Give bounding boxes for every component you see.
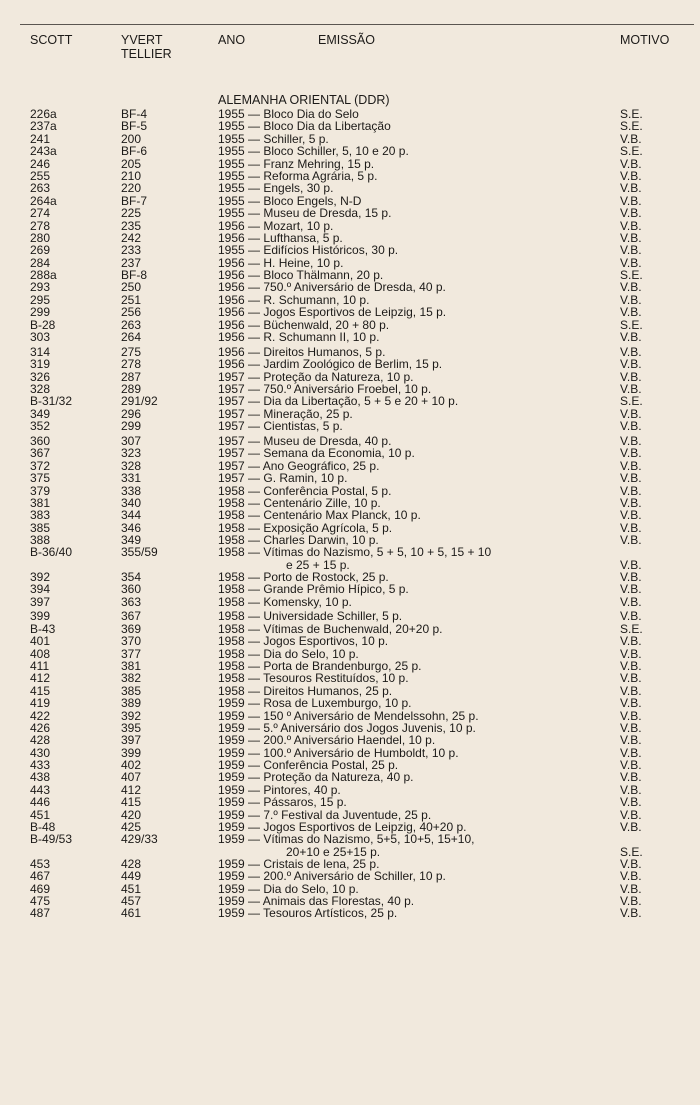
- yvert-number: 323: [121, 446, 142, 461]
- yvert-number: 425: [121, 820, 142, 835]
- scott-number: 237a: [30, 119, 57, 134]
- emission-text: 1957 — Museu de Dresda, 40 p.: [218, 433, 392, 448]
- stamp-list: [0, 108, 700, 920]
- scott-number: 422: [30, 708, 51, 723]
- yvert-number: 349: [121, 533, 142, 548]
- motif-code: V.B.: [620, 520, 642, 535]
- motif-code: V.B.: [620, 344, 642, 359]
- table-row: [0, 870, 700, 882]
- table-row: [0, 509, 700, 521]
- table-row: [0, 546, 700, 558]
- scott-number: 367: [30, 446, 51, 461]
- motif-code: V.B.: [620, 193, 642, 208]
- emission-text: 1959 — Cristais de lena, 25 p.: [218, 856, 380, 871]
- emission-text: 1955 — Bloco Dia da Libertação: [218, 119, 391, 134]
- emission-text: 1959 — Rosa de Luxemburgo, 10 p.: [218, 696, 412, 711]
- motif-code: V.B.: [620, 770, 642, 785]
- yvert-number: BF-6: [121, 144, 148, 159]
- motif-code: V.B.: [620, 557, 642, 572]
- scott-number: 392: [30, 569, 51, 584]
- yvert-number: 381: [121, 658, 142, 673]
- table-row: [0, 395, 700, 407]
- emission-text: 1956 — Direitos Humanos, 5 p.: [218, 344, 386, 359]
- table-row: [0, 672, 700, 684]
- motif-code: V.B.: [620, 708, 642, 723]
- scott-number: 394: [30, 582, 51, 597]
- yvert-number: 263: [121, 317, 142, 332]
- scott-number: 293: [30, 280, 51, 295]
- emission-text: 1957 — Ano Geográfico, 25 p.: [218, 458, 380, 473]
- emission-text: 1955 — Edifícios Históricos, 30 p.: [218, 243, 399, 258]
- scott-number: 263: [30, 181, 51, 196]
- yvert-number: 220: [121, 181, 142, 196]
- scott-number: 430: [30, 745, 51, 760]
- emission-text: 1956 — R. Schumann, 10 p.: [218, 292, 370, 307]
- motif-code: V.B.: [620, 381, 642, 396]
- yvert-number: 338: [121, 483, 142, 498]
- yvert-number: 367: [121, 609, 142, 624]
- yvert-number: 402: [121, 758, 142, 773]
- scott-number: 446: [30, 795, 51, 810]
- yvert-number: 250: [121, 280, 142, 295]
- yvert-number: 355/59: [121, 545, 158, 560]
- header-yvert: YVERT: [121, 33, 163, 47]
- scott-number: 295: [30, 292, 51, 307]
- scott-number: 397: [30, 594, 51, 609]
- motif-code: V.B.: [620, 745, 642, 760]
- yvert-number: 461: [121, 906, 142, 921]
- table-row: [0, 331, 700, 343]
- emission-text: 1958 — Porta de Brandenburgo, 25 p.: [218, 658, 422, 673]
- emission-text: 1959 — 7.º Festival da Juventude, 25 p.: [218, 807, 432, 822]
- scott-number: 428: [30, 733, 51, 748]
- motif-code: S.E.: [620, 107, 643, 121]
- emission-text: 1958 — Centenário Zille, 10 p.: [218, 495, 381, 510]
- emission-text: 1957 — Mineração, 25 p.: [218, 406, 353, 421]
- yvert-number: 377: [121, 646, 142, 661]
- motif-code: V.B.: [620, 508, 642, 523]
- motif-code: V.B.: [620, 218, 642, 233]
- yvert-number: 451: [121, 881, 142, 896]
- emission-text: 1956 — Mozart, 10 p.: [218, 218, 334, 233]
- table-row: [0, 306, 700, 318]
- table-row: [0, 358, 700, 370]
- motif-code: V.B.: [620, 881, 642, 896]
- emission-text: 1959 — Dia do Selo, 10 p.: [218, 881, 359, 896]
- yvert-number: BF-7: [121, 193, 148, 208]
- table-row: [0, 697, 700, 709]
- motif-code: S.E.: [620, 621, 643, 636]
- yvert-number: 331: [121, 471, 142, 486]
- header-emissao: EMISSÃO: [318, 33, 375, 47]
- emission-text: 1958 — Dia do Selo, 10 p.: [218, 646, 359, 661]
- emission-text: 1958 — Charles Darwin, 10 p.: [218, 533, 379, 548]
- scott-number: 385: [30, 520, 51, 535]
- motif-code: V.B.: [620, 369, 642, 384]
- emission-text: 1955 — Engels, 30 p.: [218, 181, 334, 196]
- emission-text: 20+10 e 25+15 p.: [286, 844, 381, 859]
- emission-text: 1958 — Jogos Esportivos, 10 p.: [218, 634, 389, 649]
- motif-code: V.B.: [620, 720, 642, 735]
- motif-code: V.B.: [620, 406, 642, 421]
- motif-code: V.B.: [620, 671, 642, 686]
- motif-code: V.B.: [620, 446, 642, 461]
- emission-text: 1955 — Bloco Engels, N-D: [218, 193, 362, 208]
- motif-code: V.B.: [620, 646, 642, 661]
- scott-number: 401: [30, 634, 51, 649]
- emission-text: 1955 — Schiller, 5 p.: [218, 131, 329, 146]
- yvert-number: 449: [121, 869, 142, 884]
- yvert-number: 392: [121, 708, 142, 723]
- emission-text: 1958 — Vítimas do Nazismo, 5 + 5, 10 + 5, 15 + 10: [218, 545, 492, 560]
- motif-code: V.B.: [620, 569, 642, 584]
- table-row: [0, 833, 700, 845]
- emission-text: 1959 — Pintores, 40 p.: [218, 782, 341, 797]
- emission-text: 1958 — Vítimas de Buchenwald, 20+20 p.: [218, 621, 443, 636]
- yvert-number: 237: [121, 255, 142, 270]
- emission-text: 1957 — Proteção da Natureza, 10 p.: [218, 369, 414, 384]
- yvert-number: 457: [121, 894, 142, 908]
- yvert-number: 399: [121, 745, 142, 760]
- scott-number: 280: [30, 230, 51, 245]
- scott-number: 411: [30, 658, 50, 673]
- scott-number: 451: [30, 807, 51, 822]
- table-row: [0, 460, 700, 472]
- emission-text: 1959 — Pássaros, 15 p.: [218, 795, 347, 810]
- scott-number: 433: [30, 758, 51, 773]
- motif-code: S.E.: [620, 317, 643, 332]
- yvert-number: 395: [121, 720, 142, 735]
- emission-text: 1956 — H. Heine, 10 p.: [218, 255, 344, 270]
- header-motivo: MOTIVO: [620, 33, 670, 47]
- motif-code: V.B.: [620, 357, 642, 372]
- emission-text: 1955 — Museu de Dresda, 15 p.: [218, 206, 392, 221]
- scott-number: 226a: [30, 107, 57, 121]
- table-row: [0, 207, 700, 219]
- scott-number: 408: [30, 646, 51, 661]
- yvert-number: 200: [121, 131, 142, 146]
- emission-text: 1959 — Conferência Postal, 25 p.: [218, 758, 399, 773]
- motif-code: S.E.: [620, 144, 643, 159]
- motif-code: V.B.: [620, 894, 642, 908]
- yvert-number: 397: [121, 733, 142, 748]
- table-row: [0, 596, 700, 608]
- table-row: [0, 583, 700, 595]
- scott-number: 469: [30, 881, 51, 896]
- scott-number: 467: [30, 869, 51, 884]
- yvert-number: 307: [121, 433, 142, 448]
- motif-code: V.B.: [620, 206, 642, 221]
- header-scott: SCOTT: [30, 33, 73, 47]
- emission-text: 1957 — Cientistas, 5 p.: [218, 419, 343, 434]
- yvert-number: 291/92: [121, 394, 158, 409]
- scott-number: 349: [30, 406, 51, 421]
- scott-number: B-36/40: [30, 545, 73, 560]
- motif-code: S.E.: [620, 119, 643, 134]
- yvert-number: 370: [121, 634, 142, 649]
- emission-text: 1956 — Jardim Zoológico de Berlim, 15 p.: [218, 357, 443, 372]
- yvert-number: 256: [121, 305, 142, 320]
- motif-code: V.B.: [620, 230, 642, 245]
- yvert-number: 346: [121, 520, 142, 535]
- scott-number: 443: [30, 782, 51, 797]
- motif-code: V.B.: [620, 795, 642, 810]
- yvert-number: 299: [121, 419, 142, 434]
- yvert-number: 344: [121, 508, 142, 523]
- motif-code: S.E.: [620, 844, 643, 859]
- emission-text: 1959 — Vítimas do Nazismo, 5+5, 10+5, 15+10,: [218, 832, 475, 847]
- table-row: [0, 220, 700, 232]
- scott-number: 352: [30, 419, 51, 434]
- scott-number: 383: [30, 508, 51, 523]
- scott-number: 438: [30, 770, 51, 785]
- table-row: [0, 244, 700, 256]
- motif-code: V.B.: [620, 758, 642, 773]
- table-row: [0, 120, 700, 132]
- scott-number: B-31/32: [30, 394, 73, 409]
- scott-number: 319: [30, 357, 51, 372]
- yvert-number: 363: [121, 594, 142, 609]
- emission-text: 1958 — Centenário Max Planck, 10 p.: [218, 508, 421, 523]
- emission-text: 1959 — 150 º Aniversário de Mendelssohn, 25 p.: [218, 708, 479, 723]
- emission-text: 1956 — 750.º Aniversário de Dresda, 40 p.: [218, 280, 446, 295]
- scott-number: B-49/53: [30, 832, 73, 847]
- table-row: [0, 170, 700, 182]
- scott-number: 415: [30, 683, 51, 698]
- motif-code: V.B.: [620, 582, 642, 597]
- motif-code: V.B.: [620, 156, 642, 171]
- emission-text: 1956 — Büchenwald, 20 + 80 p.: [218, 317, 390, 332]
- scott-number: 241: [30, 131, 51, 146]
- motif-code: S.E.: [620, 394, 643, 409]
- table-row: [0, 796, 700, 808]
- emission-text: 1957 — Dia da Libertação, 5 + 5 e 20 + 10 p.: [218, 394, 459, 409]
- yvert-number: 205: [121, 156, 142, 171]
- yvert-number: 251: [121, 292, 142, 307]
- table-row: [0, 182, 700, 194]
- scott-number: 314: [30, 344, 51, 359]
- motif-code: V.B.: [620, 305, 642, 320]
- emission-text: 1956 — R. Schumann II, 10 p.: [218, 330, 380, 345]
- emission-text: 1955 — Bloco Schiller, 5, 10 e 20 p.: [218, 144, 409, 159]
- table-row: [0, 610, 700, 622]
- motif-code: V.B.: [620, 330, 642, 345]
- yvert-number: 340: [121, 495, 142, 510]
- emission-text: 1957 — 750.º Aniversário Froebel, 10 p.: [218, 381, 432, 396]
- scott-number: B-48: [30, 820, 56, 835]
- yvert-number: BF-8: [121, 268, 148, 283]
- header-ano: ANO: [218, 33, 246, 47]
- scott-number: 475: [30, 894, 51, 908]
- emission-text: 1955 — Bloco Dia do Selo: [218, 107, 359, 121]
- motif-code: V.B.: [620, 181, 642, 196]
- motif-code: V.B.: [620, 869, 642, 884]
- emission-text: 1956 — Jogos Esportivos de Leipzig, 15 p.: [218, 305, 447, 320]
- motif-code: V.B.: [620, 243, 642, 258]
- emission-text: 1959 — Jogos Esportivos de Leipzig, 40+20 p.: [218, 820, 467, 835]
- motif-code: V.B.: [620, 683, 642, 698]
- motif-code: V.B.: [620, 458, 642, 473]
- yvert-number: 275: [121, 344, 142, 359]
- table-row: [0, 734, 700, 746]
- yvert-number: 210: [121, 168, 142, 183]
- yvert-number: 369: [121, 621, 142, 636]
- motif-code: V.B.: [620, 471, 642, 486]
- yvert-number: 287: [121, 369, 142, 384]
- scott-number: 264a: [30, 193, 57, 208]
- yvert-number: 415: [121, 795, 142, 810]
- table-row: [0, 408, 700, 420]
- yvert-number: 382: [121, 671, 142, 686]
- motif-code: V.B.: [620, 433, 642, 448]
- scott-number: B-43: [30, 621, 56, 636]
- table-row: [0, 771, 700, 783]
- emission-text: 1959 — Tesouros Artísticos, 25 p.: [218, 906, 398, 921]
- scott-number: 372: [30, 458, 51, 473]
- scott-number: 326: [30, 369, 51, 384]
- scott-number: 299: [30, 305, 51, 320]
- yvert-number: BF-5: [121, 119, 148, 134]
- scott-number: 360: [30, 433, 51, 448]
- scott-number: 419: [30, 696, 51, 711]
- motif-code: V.B.: [620, 820, 642, 835]
- scott-number: 284: [30, 255, 51, 270]
- motif-code: V.B.: [620, 255, 642, 270]
- motif-code: V.B.: [620, 782, 642, 797]
- scott-number: 379: [30, 483, 51, 498]
- motif-code: V.B.: [620, 634, 642, 649]
- emission-text: 1958 — Exposição Agrícola, 5 p.: [218, 520, 393, 535]
- yvert-number: 242: [121, 230, 142, 245]
- yvert-number: 225: [121, 206, 142, 221]
- motif-code: V.B.: [620, 856, 642, 871]
- yvert-number: 428: [121, 856, 142, 871]
- table-row: [0, 145, 700, 157]
- scott-number: 328: [30, 381, 51, 396]
- emission-text: 1958 — Direitos Humanos, 25 p.: [218, 683, 393, 698]
- scott-number: 243a: [30, 144, 57, 159]
- motif-code: V.B.: [620, 168, 642, 183]
- table-row: [0, 635, 700, 647]
- motif-code: V.B.: [620, 609, 642, 624]
- scott-number: 246: [30, 156, 51, 171]
- yvert-number: 233: [121, 243, 142, 258]
- yvert-number: 289: [121, 381, 142, 396]
- emission-text: 1959 — Proteção da Natureza, 40 p.: [218, 770, 414, 785]
- header-rule: [20, 24, 694, 25]
- motif-code: V.B.: [620, 696, 642, 711]
- scott-number: 487: [30, 906, 51, 921]
- table-row: [0, 447, 700, 459]
- emission-text: 1958 — Universidade Schiller, 5 p.: [218, 609, 403, 624]
- yvert-number: 328: [121, 458, 142, 473]
- scott-number: B-28: [30, 317, 56, 332]
- emission-text: 1957 — G. Ramin, 10 p.: [218, 471, 348, 486]
- section-title: ALEMANHA ORIENTAL (DDR): [218, 93, 390, 107]
- table-row: [0, 472, 700, 484]
- yvert-number: 407: [121, 770, 142, 785]
- scott-number: 278: [30, 218, 51, 233]
- emission-text: 1958 — Tesouros Restituídos, 10 p.: [218, 671, 409, 686]
- motif-code: V.B.: [620, 533, 642, 548]
- yvert-number: 420: [121, 807, 142, 822]
- emission-text: 1958 — Conferência Postal, 5 p.: [218, 483, 392, 498]
- emission-text: 1956 — Lufthansa, 5 p.: [218, 230, 343, 245]
- table-row: [0, 281, 700, 293]
- yvert-number: 235: [121, 218, 142, 233]
- emission-text: 1955 — Reforma Agrária, 5 p.: [218, 168, 378, 183]
- motif-code: V.B.: [620, 131, 642, 146]
- emission-text: 1958 — Grande Prêmio Hípico, 5 p.: [218, 582, 409, 597]
- motif-code: V.B.: [620, 807, 642, 822]
- yvert-number: 278: [121, 357, 142, 372]
- emission-text: 1958 — Porto de Rostock, 25 p.: [218, 569, 389, 584]
- yvert-number: 354: [121, 569, 142, 584]
- table-row: [0, 907, 700, 919]
- yvert-number: 389: [121, 696, 142, 711]
- scott-number: 412: [30, 671, 51, 686]
- table-row: [0, 420, 700, 432]
- header-tellier: TELLIER: [121, 47, 172, 61]
- motif-code: V.B.: [620, 483, 642, 498]
- emission-text: 1959 — 200.º Aniversário Haendel, 10 p.: [218, 733, 436, 748]
- motif-code: V.B.: [620, 594, 642, 609]
- scott-number: 453: [30, 856, 51, 871]
- scott-number: 303: [30, 330, 51, 345]
- table-row: [0, 784, 700, 796]
- yvert-number: 360: [121, 582, 142, 597]
- yvert-number: BF-4: [121, 107, 148, 121]
- emission-text: 1957 — Semana da Economia, 10 p.: [218, 446, 415, 461]
- scott-number: 288a: [30, 268, 57, 283]
- scott-number: 426: [30, 720, 51, 735]
- scott-number: 399: [30, 609, 51, 624]
- yvert-number: 385: [121, 683, 142, 698]
- scott-number: 255: [30, 168, 51, 183]
- motif-code: V.B.: [620, 906, 642, 921]
- scott-number: 274: [30, 206, 51, 221]
- motif-code: V.B.: [620, 419, 642, 434]
- emission-text: 1955 — Franz Mehring, 15 p.: [218, 156, 375, 171]
- yvert-number: 264: [121, 330, 142, 345]
- yvert-number: 429/33: [121, 832, 158, 847]
- motif-code: S.E.: [620, 268, 643, 283]
- motif-code: V.B.: [620, 495, 642, 510]
- scott-number: 388: [30, 533, 51, 548]
- motif-code: V.B.: [620, 733, 642, 748]
- scott-number: 381: [30, 495, 51, 510]
- emission-text: 1959 — 100.º Aniversário de Humboldt, 10 p.: [218, 745, 459, 760]
- emission-text: e 25 + 15 p.: [286, 557, 350, 572]
- scott-number: 269: [30, 243, 51, 258]
- emission-text: 1959 — 200.º Aniversário de Schiller, 10 p.: [218, 869, 446, 884]
- motif-code: V.B.: [620, 658, 642, 673]
- yvert-number: 296: [121, 406, 142, 421]
- emission-text: 1959 — 5.º Aniversário dos Jogos Juvenis, 10 p.: [218, 720, 476, 735]
- scott-number: 375: [30, 471, 51, 486]
- emission-text: 1958 — Komensky, 10 p.: [218, 594, 352, 609]
- motif-code: V.B.: [620, 280, 642, 295]
- emission-text: 1956 — Bloco Thälmann, 20 p.: [218, 268, 384, 283]
- emission-text: 1959 — Animais das Florestas, 40 p.: [218, 894, 415, 908]
- motif-code: V.B.: [620, 292, 642, 307]
- yvert-number: 412: [121, 782, 142, 797]
